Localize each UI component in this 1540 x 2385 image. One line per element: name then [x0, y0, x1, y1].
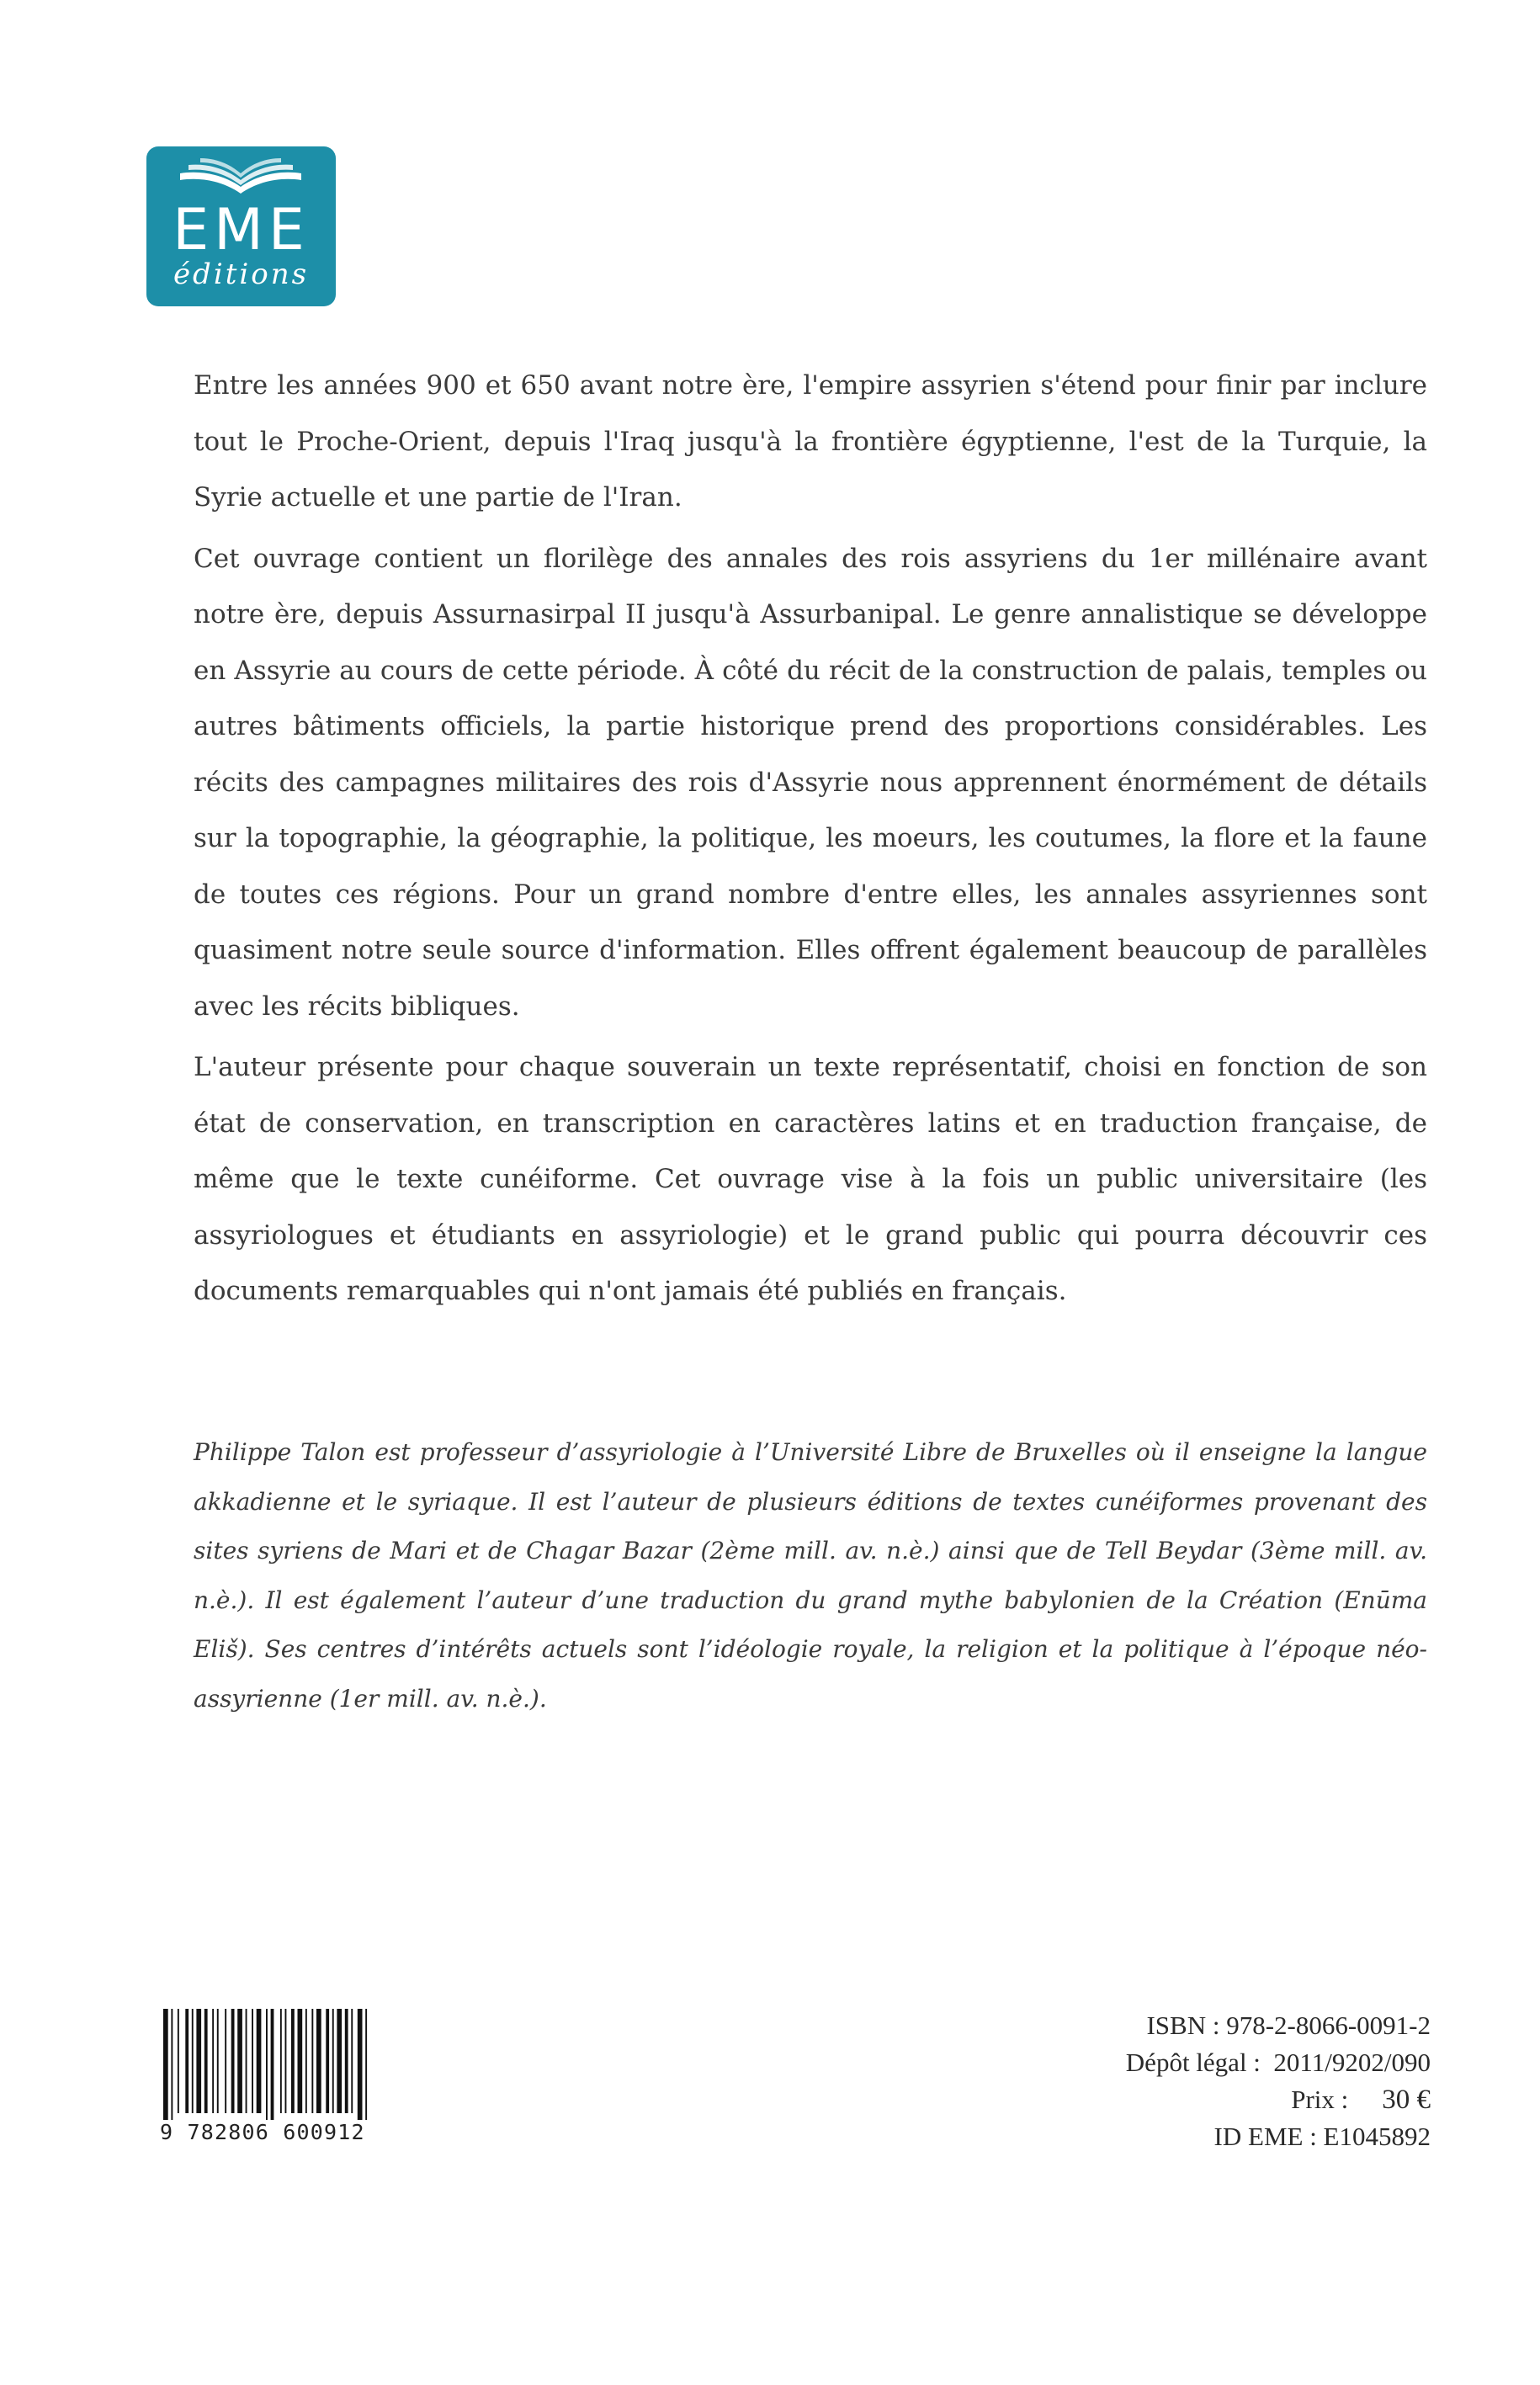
- description-paragraph: L'auteur présente pour chaque souverain un texte représentatif, choisi en fonction de son état de conservation, en transcription en caractères latins et en traduction française, de même que le texte cunéiforme. Cet ouvrage vise à la fois un public universitaire (les assyriologues et étudiants en assyriologie) et le grand public qui pourra découvrir ces documents remarquables qui n'ont jamais été publiés en français.: [194, 1052, 1427, 1306]
- barcode-bar: [311, 2009, 313, 2113]
- barcode-bar: [298, 2009, 303, 2113]
- barcode-bar: [225, 2009, 226, 2113]
- barcode-bar: [171, 2009, 173, 2120]
- isbn: ISBN : 978-2-8066-0091-2: [1146, 2011, 1431, 2040]
- barcode-bar: [192, 2009, 194, 2113]
- barcode-bar: [204, 2009, 208, 2113]
- logo-subtitle: éditions: [173, 258, 310, 291]
- eme-id: ID EME : E1045892: [1213, 2122, 1431, 2151]
- barcode-bar: [217, 2009, 219, 2113]
- barcode-bar: [178, 2009, 179, 2113]
- book-description: [194, 358, 1427, 1325]
- barcode-digits: 9 782806 600912: [160, 2120, 365, 2144]
- price-label: Prix :: [1291, 2085, 1349, 2114]
- barcode-bar: [271, 2009, 274, 2120]
- barcode-bar: [231, 2009, 235, 2113]
- barcode-bar: [326, 2009, 329, 2113]
- price-row: [993, 2081, 1431, 2118]
- barcode-bar: [280, 2009, 282, 2113]
- barcode-bar: [237, 2009, 242, 2113]
- book-metadata: [993, 2007, 1431, 2155]
- description-paragraph: Entre les années 900 et 650 avant notre ère, l'empire assyrien s'étend pour finir par inclure tout le Proche-Orient, depuis l'Iraq jusqu'à la frontière égyptienne, l'est de la Turquie, la Syrie actuelle et une partie de l'Iran.: [194, 370, 1427, 513]
- barcode-bar: [246, 2009, 247, 2113]
- publisher-logo: [146, 146, 336, 306]
- barcode-bar: [257, 2009, 262, 2113]
- barcode-bar: [316, 2009, 321, 2113]
- barcode-bar: [196, 2009, 201, 2113]
- price-value: 30 €: [1382, 2085, 1431, 2115]
- author-bio: Philippe Talon est professeur d’assyriologie à l’Université Libre de Bruxelles où il enseigne la langue akkadienne et le syriaque. Il est l’auteur de plusieurs éditions de textes cunéiformes provenant des sites syriens de Mari et de Chagar Bazar (2ème mill. av. n.è.) ainsi que de Tell Beydar (3ème mill. av. n.è.). Il est également l’auteur d’une traduction du grand mythe babylonien de la Création (Enūma Eliš). Ses centres d’intérêts actuels sont l’idéologie royale, la religion et la politique à l’époque néo-assyrienne (1er mill. av. n.è.).: [194, 1438, 1427, 1713]
- barcode-bar: [266, 2009, 268, 2120]
- barcode-bar: [163, 2009, 168, 2120]
- barcode-bar: [337, 2009, 342, 2113]
- barcode-bars: [160, 2009, 379, 2120]
- barcode-bar: [252, 2009, 253, 2113]
- barcode-bar: [285, 2009, 287, 2113]
- legal-deposit: Dépôt légal : 2011/9202/090: [1125, 2048, 1431, 2077]
- barcode-bar: [345, 2009, 348, 2113]
- barcode-bar: [212, 2009, 214, 2113]
- barcode-bar: [305, 2009, 307, 2113]
- barcode: [160, 2009, 379, 2148]
- logo-name: EME: [173, 197, 310, 263]
- barcode-bar: [358, 2009, 363, 2120]
- barcode-bar: [185, 2009, 189, 2113]
- barcode-bar: [351, 2009, 353, 2113]
- description-paragraph: Cet ouvrage contient un florilège des annales des rois assyriens du 1er millénaire avant notre ère, depuis Assurnasirpal II jusqu'à Assurbanipal. Le genre annalistique se développe en Assyrie au cours de cette période. À côté du récit de la construction de palais, temples ou autres bâtiments officiels, la partie historique prend des proportions considérables. Les récits des campagnes militaires des rois d'Assyrie nous apprennent énormément de détails sur la topographie, la géographie, la politique, les moeurs, les coutumes, la flore et la faune de toutes ces régions. Pour un grand nombre d'entre elles, les annales assyriennes sont quasiment notre seule source d'information. Elles offrent également beaucoup de parallèles avec les récits bibliques.: [194, 543, 1427, 1022]
- barcode-bar: [291, 2009, 295, 2113]
- barcode-bar: [332, 2009, 334, 2113]
- barcode-bar: [365, 2009, 367, 2120]
